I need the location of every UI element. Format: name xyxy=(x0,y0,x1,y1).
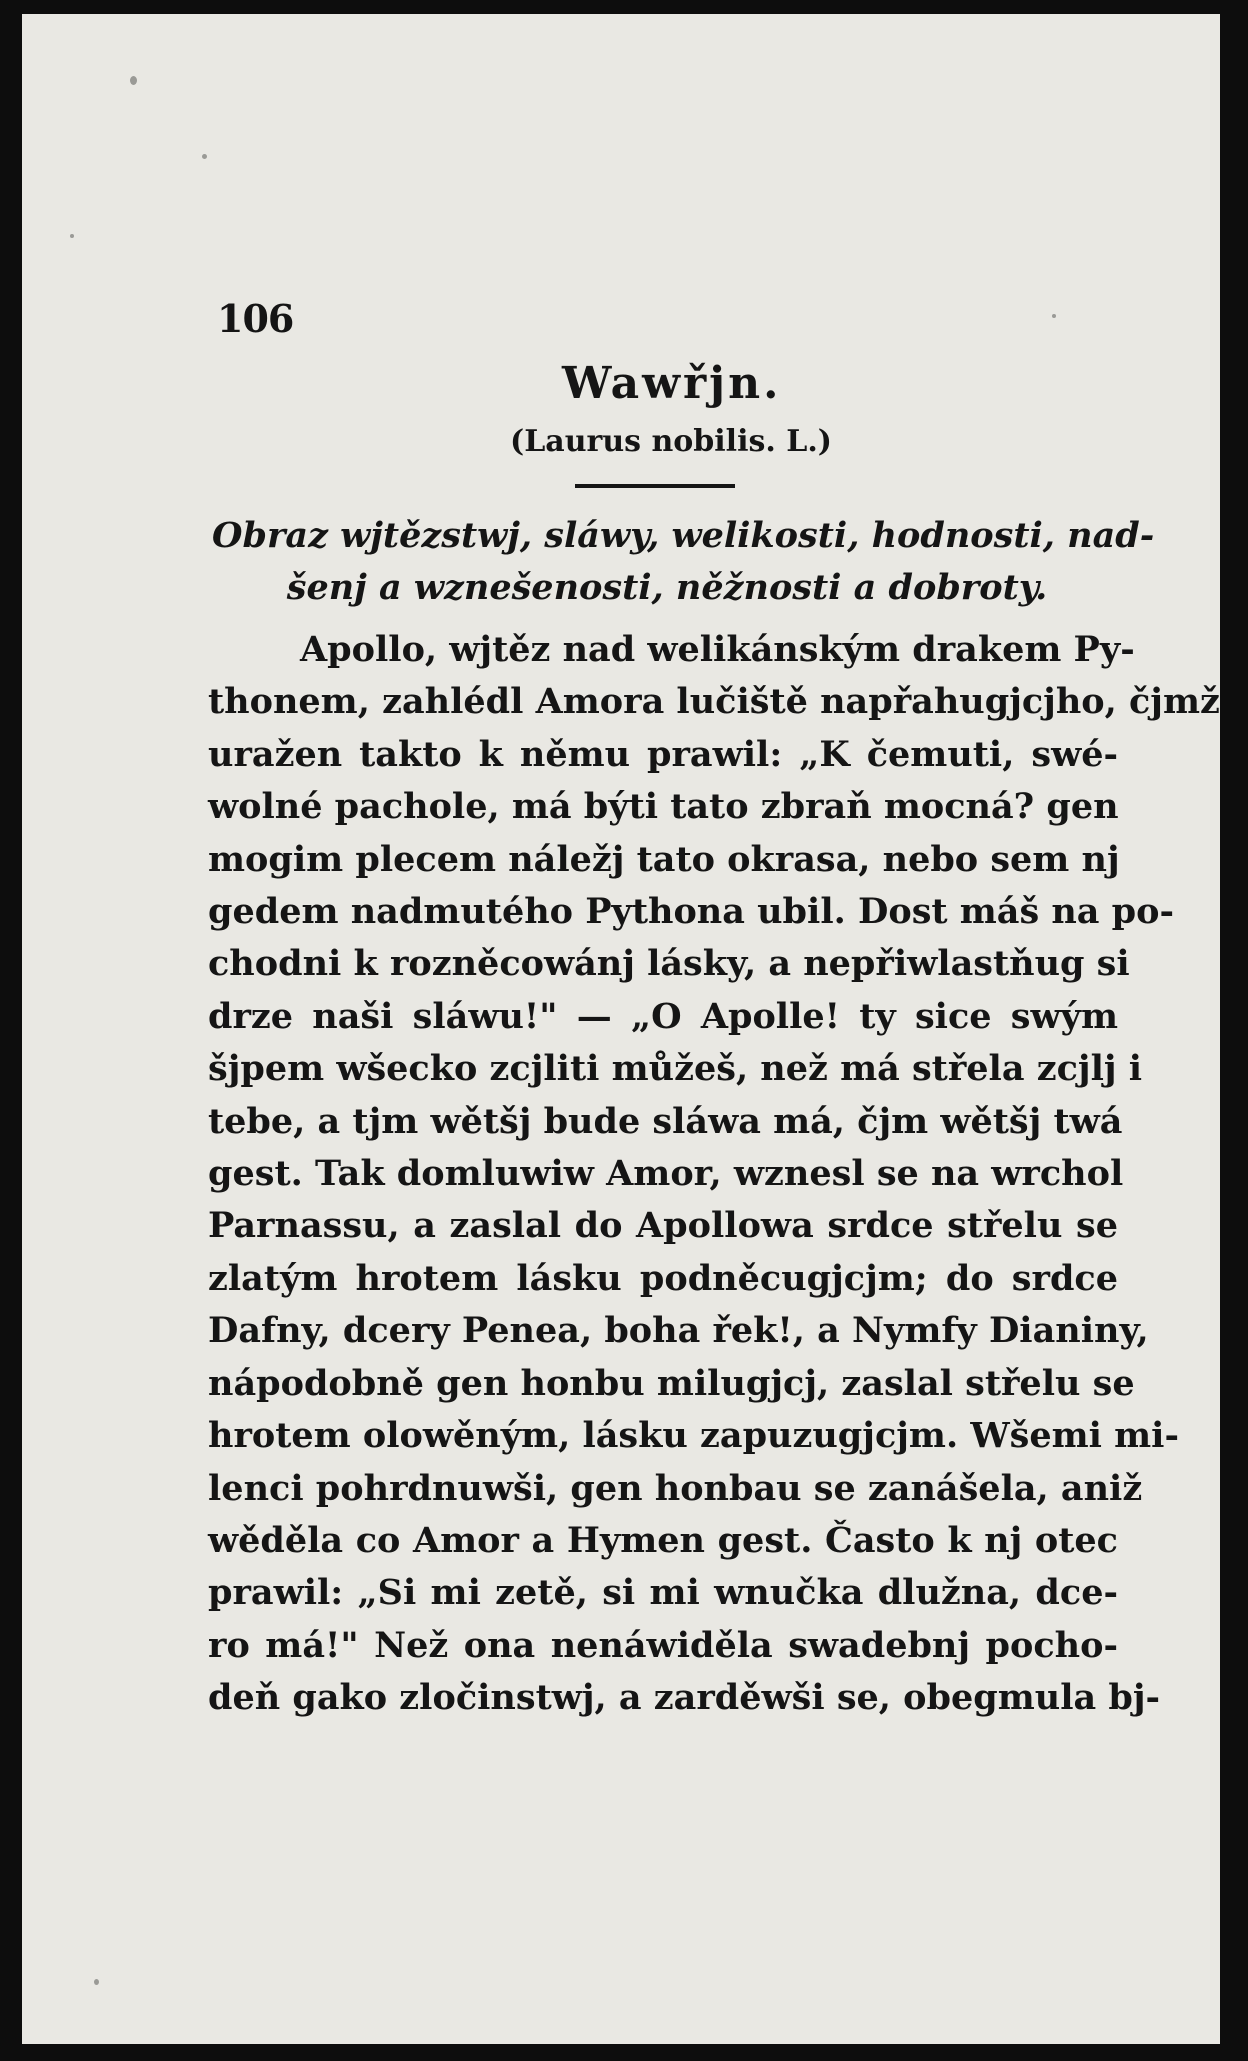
chapter-title: Wawřjn. xyxy=(562,358,782,409)
body-line: gest. Tak domluwiw Amor, wznesl se na wrchol xyxy=(208,1153,1124,1195)
page-number: 106 xyxy=(217,296,294,341)
body-line: chodni k rozněcowánj lásky, a nepřiwlastňug si xyxy=(208,943,1130,985)
body-line: wěděla co Amor a Hymen gest. Často k nj otec xyxy=(208,1519,1118,1561)
body-line: šjpem wšecko zcjliti můžeš, než má střela zcjlj i xyxy=(208,1048,1143,1090)
body-line: tebe, a tjm wětšj bude sláwa má, čjm wětšj twá xyxy=(208,1100,1123,1142)
body-line: prawil: „Si mi zetě, si mi wnučka dlužna, dce- xyxy=(208,1572,1118,1614)
paper-speck xyxy=(1052,314,1056,318)
paper-speck xyxy=(94,1979,99,1985)
body-line: drze naši sláwu!" — „O Apolle! ty sice swým xyxy=(208,995,1118,1037)
body-line: Apollo, wjtěz nad welikánským drakem Py- xyxy=(300,629,1135,670)
body-line: lenci pohrdnuwši, gen honbau se zanášela, aniž xyxy=(208,1467,1143,1509)
body-line: mogim plecem náležj tato okrasa, nebo sem nj xyxy=(208,838,1120,880)
book-page xyxy=(22,14,1220,2044)
body-line: zlatým hrotem lásku podněcugjcjm; do srdce xyxy=(208,1257,1118,1299)
body-text xyxy=(208,624,1220,1725)
body-line: hrotem olowěným, lásku zapuzugjcjm. Wšemi mi- xyxy=(208,1415,1179,1457)
symbolic-meaning xyxy=(212,510,1155,614)
body-line: ro má!" Než ona nenáwiděla swadebnj pocho- xyxy=(208,1624,1118,1666)
title-rule xyxy=(575,484,735,488)
body-line: Dafny, dcery Penea, boha řek!, a Nymfy Dianiny, xyxy=(208,1310,1149,1352)
body-line: thonem, zahlédl Amora lučiště napřahugjcjho, čjmž xyxy=(208,681,1220,723)
body-line: Parnassu, a zaslal do Apollowa srdce střelu se xyxy=(208,1205,1118,1247)
body-line: nápodobně gen honbu milugjcj, zaslal střelu se xyxy=(208,1362,1135,1404)
body-line: deň gako zločinstwj, a zarděwši se, obegmula bj- xyxy=(208,1677,1161,1719)
body-line: wolné pachole, má býti tato zbraň mocná? gen xyxy=(208,786,1119,828)
body-line: gedem nadmutého Pythona ubil. Dost máš na po- xyxy=(208,891,1175,933)
latin-name: (Laurus nobilis. L.) xyxy=(510,424,832,459)
paper-speck xyxy=(70,234,74,238)
meaning-line: šenj a wznešenosti, něžnosti a dobroty. xyxy=(286,567,1048,608)
paper-speck xyxy=(202,154,207,159)
meaning-line: Obraz wjtězstwj, sláwy, welikosti, hodnosti, nad- xyxy=(212,515,1155,556)
body-line: uražen takto k němu prawil: „K čemuti, swé- xyxy=(208,733,1118,775)
paper-speck xyxy=(130,76,137,85)
